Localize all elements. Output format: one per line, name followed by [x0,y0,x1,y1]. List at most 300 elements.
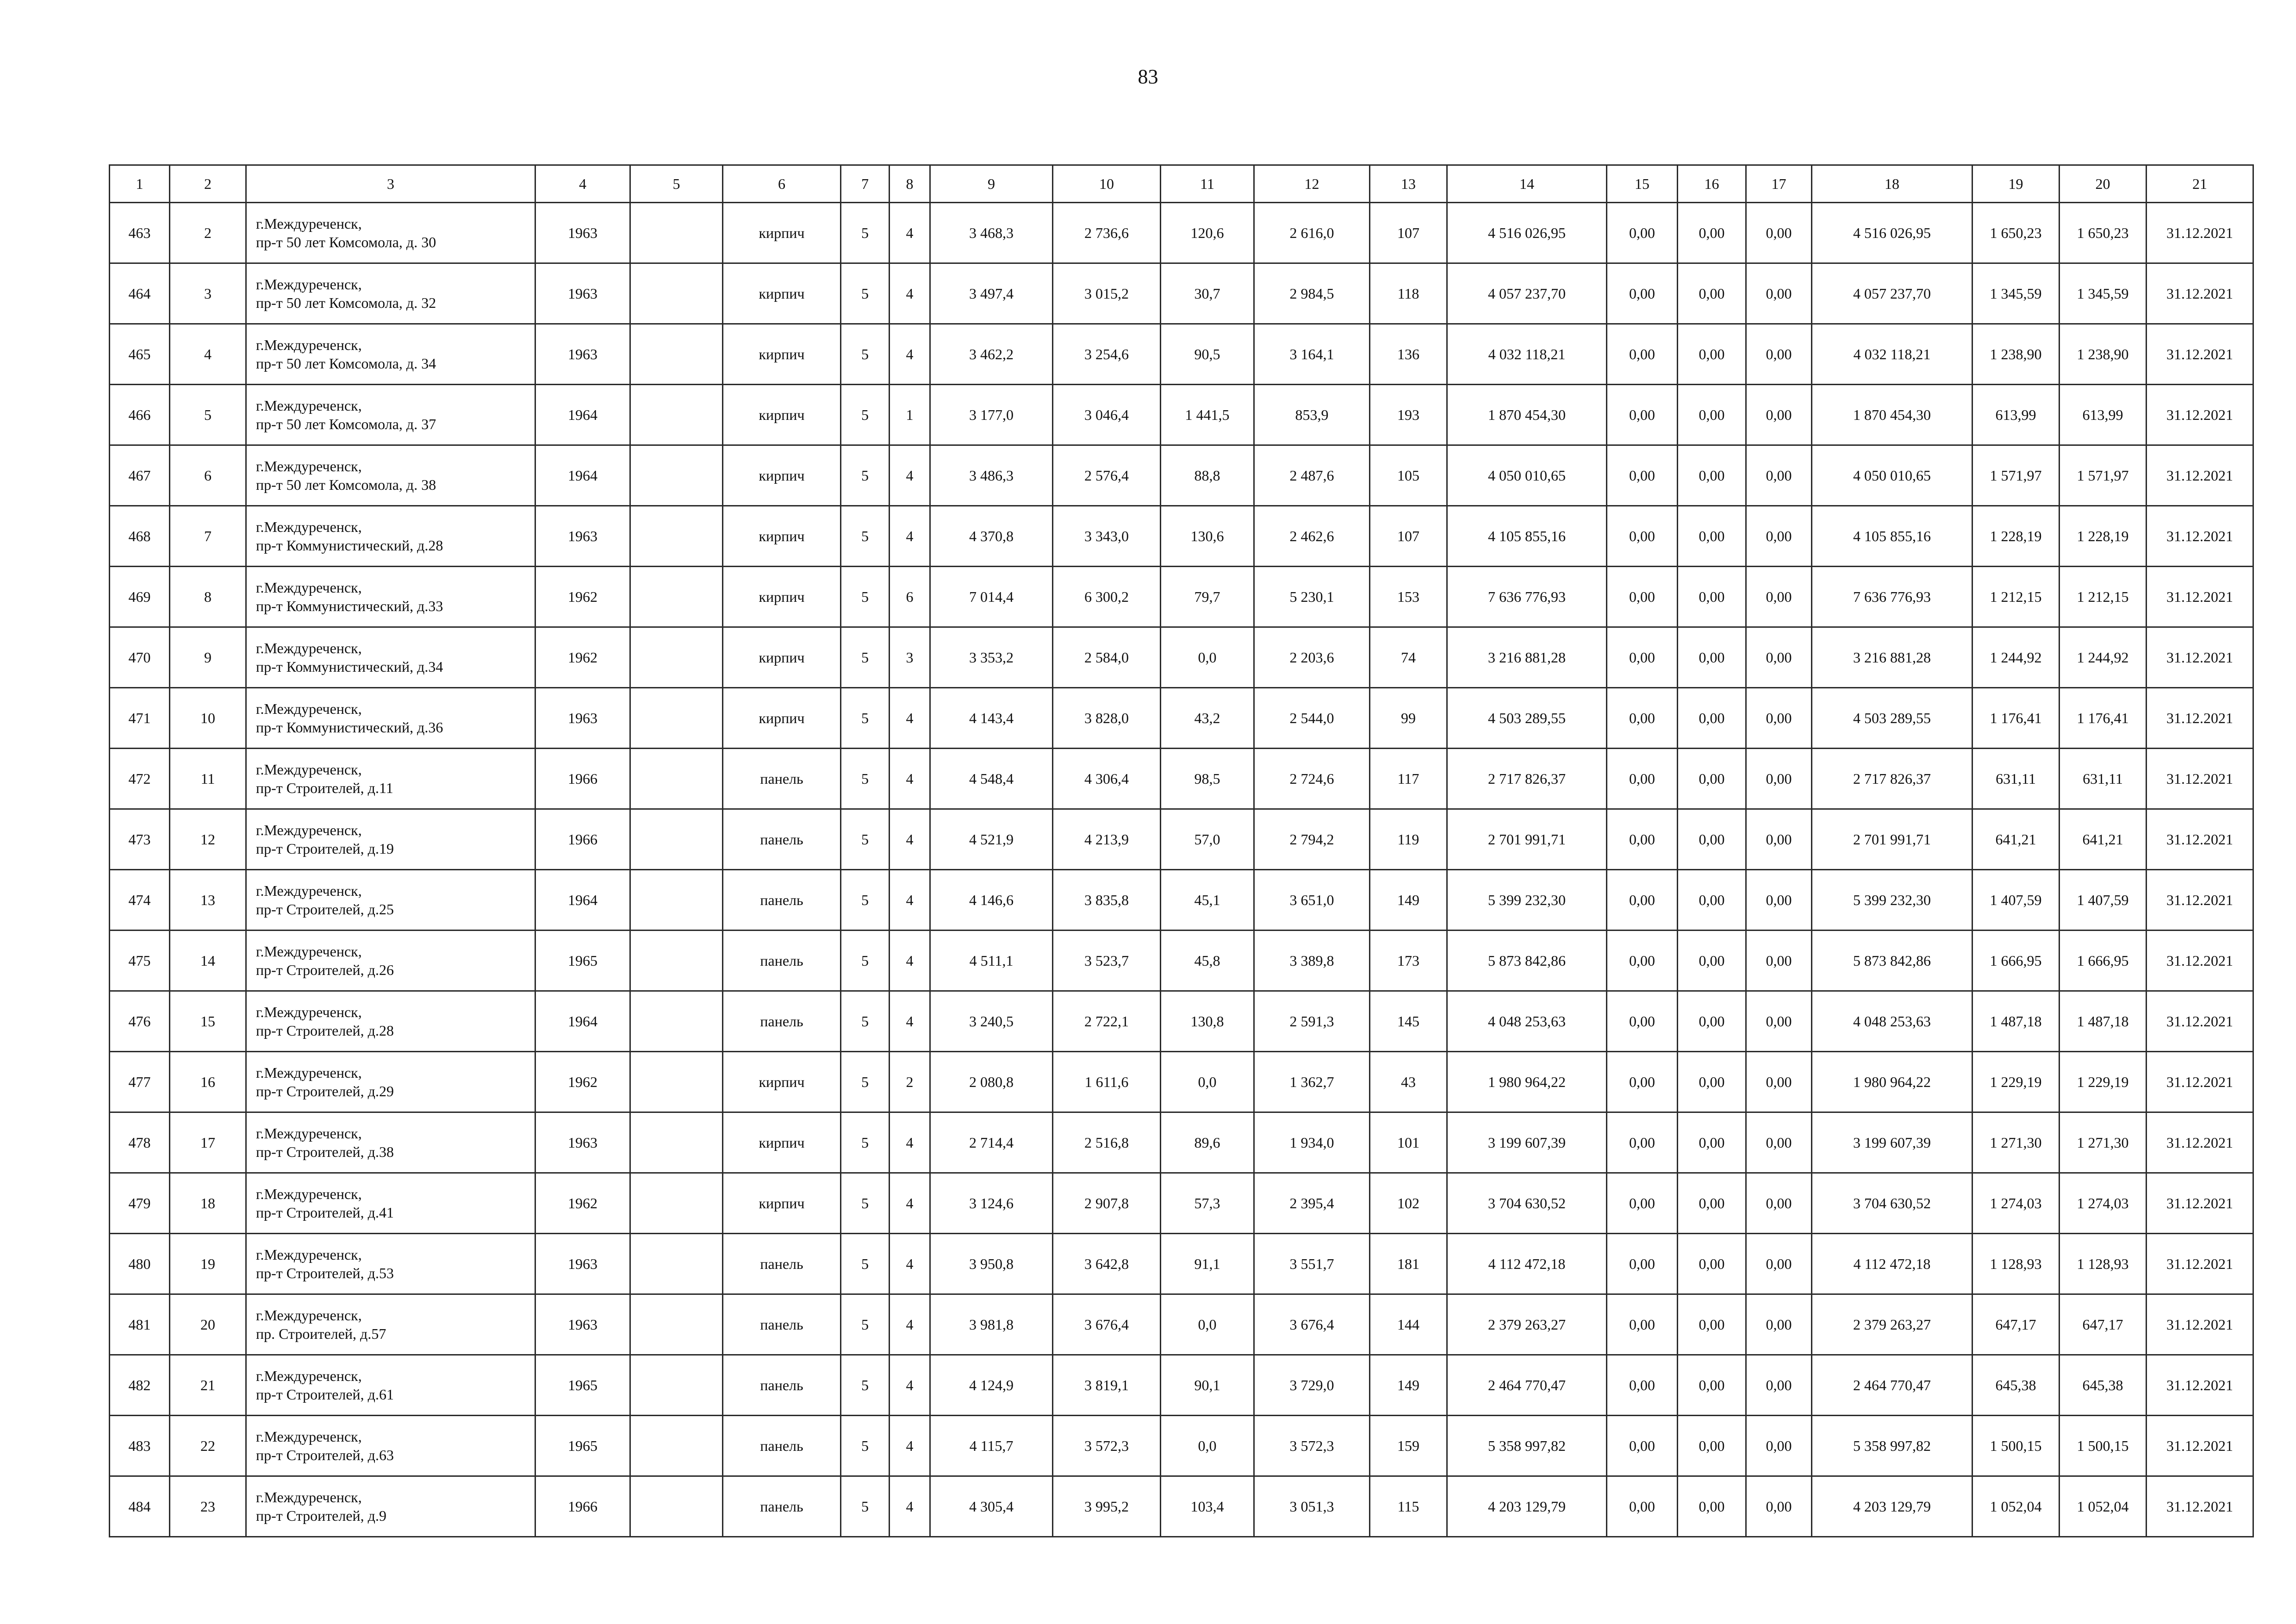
table-row [110,506,2253,567]
table-cell: 0,00 [1607,1416,1678,1476]
table-cell: 4 [170,324,246,385]
table-cell: 0,00 [1746,870,1812,931]
table-cell: 641,21 [1972,809,2060,870]
column-header: 14 [1447,165,1607,203]
table-cell: 115 [1370,1476,1447,1537]
table-cell: кирпич [723,506,841,567]
table-cell: 0,00 [1678,749,1746,809]
table-cell: 98,5 [1161,749,1254,809]
table-cell: 853,9 [1254,385,1370,445]
table-cell: 2 487,6 [1254,445,1370,506]
table-cell: 5 [841,991,890,1052]
table-cell: 3 199 607,39 [1812,1112,1972,1173]
table-cell: 1966 [535,1476,630,1537]
table-cell: 1 441,5 [1161,385,1254,445]
address-line: г.Междуреченск, [256,700,362,717]
table-cell: 0,00 [1746,991,1812,1052]
table-cell: 5 [841,809,890,870]
table-cell: 181 [1370,1234,1447,1294]
address-line: пр-т Строителей, д.28 [256,1022,394,1039]
table-cell: 8 [170,567,246,627]
table-cell: 89,6 [1161,1112,1254,1173]
table-cell: 4 306,4 [1053,749,1161,809]
address-line: пр-т 50 лет Комсомола, д. 37 [256,416,436,432]
table-cell: 0,00 [1678,1112,1746,1173]
table-cell: 4 370,8 [930,506,1053,567]
table-cell: 1 212,15 [2060,567,2147,627]
table-cell [630,870,723,931]
table-cell: 3 981,8 [930,1294,1053,1355]
table-cell: 1 571,97 [2060,445,2147,506]
table-cell: 3 [170,263,246,324]
table-cell: 3 216 881,28 [1812,627,1972,688]
table-cell: 13 [170,870,246,931]
table-row [110,1052,2253,1112]
table-cell: 145 [1370,991,1447,1052]
table-cell: 4 511,1 [930,931,1053,991]
table-cell: 0,00 [1607,324,1678,385]
table-cell: 4 048 253,63 [1447,991,1607,1052]
table-cell: 0,00 [1607,931,1678,991]
table-cell: 463 [110,203,170,263]
table-cell: 470 [110,627,170,688]
table-cell: 3 389,8 [1254,931,1370,991]
table-cell: 1 052,04 [2060,1476,2147,1537]
table-cell: 14 [170,931,246,991]
table-cell: 477 [110,1052,170,1112]
table-cell: 3 497,4 [930,263,1053,324]
address-cell [246,567,535,627]
table-cell: 2 794,2 [1254,809,1370,870]
table-cell: 631,11 [1972,749,2060,809]
table-cell: 0,0 [1161,627,1254,688]
table-cell: 0,00 [1746,749,1812,809]
table-cell: 5 358 997,82 [1447,1416,1607,1476]
table-cell: 0,00 [1746,567,1812,627]
table-cell: 631,11 [2060,749,2147,809]
table-cell: 3 835,8 [1053,870,1161,931]
table-cell: 4 [890,506,930,567]
table-cell: 0,00 [1678,1416,1746,1476]
column-header: 7 [841,165,890,203]
address-line: г.Междуреченск, [256,1489,362,1505]
table-cell: 2 701 991,71 [1447,809,1607,870]
table-cell: 483 [110,1416,170,1476]
table-cell: 2 616,0 [1254,203,1370,263]
table-cell: панель [723,749,841,809]
table-cell: 4 057 237,70 [1447,263,1607,324]
address-line: пр-т Коммунистический, д.36 [256,719,443,736]
table-cell [630,991,723,1052]
table-cell: 1 611,6 [1053,1052,1161,1112]
table-cell: 2 203,6 [1254,627,1370,688]
table-cell [630,324,723,385]
table-cell: 105 [1370,445,1447,506]
table-cell: 4 [890,203,930,263]
table-cell: 1964 [535,385,630,445]
table-cell: 1 934,0 [1254,1112,1370,1173]
table-cell: 5 [841,324,890,385]
table-cell: 4 521,9 [930,809,1053,870]
table-cell: 475 [110,931,170,991]
table-cell: 43,2 [1161,688,1254,749]
table-cell [630,1052,723,1112]
table-cell: 31.12.2021 [2147,1173,2253,1234]
table-cell: 0,00 [1607,1234,1678,1294]
table-cell: 5 399 232,30 [1447,870,1607,931]
table-cell: 4 [890,749,930,809]
table-cell [630,1355,723,1416]
column-header: 13 [1370,165,1447,203]
address-line: г.Междуреченск, [256,943,362,960]
table-cell: 91,1 [1161,1234,1254,1294]
table-cell: кирпич [723,445,841,506]
table-cell: 5 [841,870,890,931]
table-cell: 31.12.2021 [2147,203,2253,263]
table-cell: 0,00 [1746,1294,1812,1355]
table-row [110,1173,2253,1234]
table-cell: 0,00 [1607,1173,1678,1234]
address-line: пр-т Коммунистический, д.33 [256,598,443,614]
table-cell [630,627,723,688]
table-cell: 1964 [535,445,630,506]
table-cell: 159 [1370,1416,1447,1476]
table-cell: 9 [170,627,246,688]
address-cell [246,1052,535,1112]
table-cell: 468 [110,506,170,567]
table-cell: 0,00 [1678,324,1746,385]
column-header: 16 [1678,165,1746,203]
table-cell: 4 057 237,70 [1812,263,1972,324]
table-cell: 0,00 [1607,870,1678,931]
table-cell [630,1112,723,1173]
address-line: г.Междуреченск, [256,1064,362,1081]
column-header: 21 [2147,165,2253,203]
address-line: г.Междуреченск, [256,579,362,596]
table-cell: 1963 [535,1234,630,1294]
table-cell: 5 [841,1476,890,1537]
table-cell: 5 [841,1052,890,1112]
table-cell [630,931,723,991]
table-cell: 0,00 [1678,203,1746,263]
table-cell: 1 407,59 [2060,870,2147,931]
table-cell: 3 486,3 [930,445,1053,506]
table-cell: 0,00 [1746,1173,1812,1234]
table-cell: 0,00 [1746,203,1812,263]
address-cell [246,1416,535,1476]
table-cell: 31.12.2021 [2147,1476,2253,1537]
table-cell: 31.12.2021 [2147,991,2253,1052]
table-cell: 1 274,03 [2060,1173,2147,1234]
table-cell: 3 676,4 [1254,1294,1370,1355]
table-cell: 4 516 026,95 [1447,203,1607,263]
table-cell: 31.12.2021 [2147,506,2253,567]
table-cell: 101 [1370,1112,1447,1173]
table-cell: 149 [1370,870,1447,931]
table-cell [630,809,723,870]
table-cell: 0,00 [1746,1234,1812,1294]
table-cell: 1962 [535,567,630,627]
table-cell: 1 238,90 [2060,324,2147,385]
table-cell: 5 [841,506,890,567]
table-cell: панель [723,1416,841,1476]
table-cell: 5 [841,203,890,263]
table-cell: 1 229,19 [1972,1052,2060,1112]
table-cell: 5 399 232,30 [1812,870,1972,931]
table-cell: 0,00 [1607,445,1678,506]
table-cell: 31.12.2021 [2147,1294,2253,1355]
table-cell: 1965 [535,931,630,991]
table-row [110,1355,2253,1416]
address-line: г.Междуреченск, [256,1004,362,1020]
table-cell: 2 701 991,71 [1812,809,1972,870]
address-line: пр-т Строителей, д.26 [256,962,394,978]
table-cell: 1966 [535,749,630,809]
table-cell: 0,00 [1678,1173,1746,1234]
table-cell: 5 [841,931,890,991]
address-line: г.Междуреченск, [256,1186,362,1202]
table-row [110,870,2253,931]
table-cell: 0,00 [1607,1112,1678,1173]
column-header: 3 [246,165,535,203]
table-cell: 0,00 [1678,688,1746,749]
table-cell: 5 [841,385,890,445]
table-cell: 17 [170,1112,246,1173]
table-cell: 5 [841,749,890,809]
table-cell: панель [723,1476,841,1537]
table-cell: 2 544,0 [1254,688,1370,749]
table-cell: 5 [841,1355,890,1416]
table-cell: 3 950,8 [930,1234,1053,1294]
table-cell: 4 [890,991,930,1052]
table-cell: панель [723,1355,841,1416]
table-cell: 2 516,8 [1053,1112,1161,1173]
table-cell: 1 128,93 [2060,1234,2147,1294]
address-line: пр-т 50 лет Комсомола, д. 38 [256,476,436,493]
table-cell: 136 [1370,324,1447,385]
table-cell: 1964 [535,870,630,931]
address-cell [246,627,535,688]
table-cell: 1 271,30 [1972,1112,2060,1173]
table-cell: 90,1 [1161,1355,1254,1416]
table-cell: 3 015,2 [1053,263,1161,324]
table-cell: 107 [1370,506,1447,567]
table-cell: кирпич [723,324,841,385]
table-cell: 2 591,3 [1254,991,1370,1052]
address-line: г.Междуреченск, [256,397,362,414]
table-cell: 2 714,4 [930,1112,1053,1173]
table-cell: 5 [841,567,890,627]
table-cell: 3 995,2 [1053,1476,1161,1537]
table-cell: 3 199 607,39 [1447,1112,1607,1173]
table-cell: 4 105 855,16 [1812,506,1972,567]
table-cell: 4 503 289,55 [1447,688,1607,749]
table-cell: 31.12.2021 [2147,870,2253,931]
table-cell: кирпич [723,1052,841,1112]
table-cell: 2 [890,1052,930,1112]
address-cell [246,991,535,1052]
table-cell: 3 651,0 [1254,870,1370,931]
table-cell: 1 487,18 [2060,991,2147,1052]
table-cell: 4 [890,1294,930,1355]
table-cell: 31.12.2021 [2147,1416,2253,1476]
table-cell: кирпич [723,1112,841,1173]
table-cell: кирпич [723,263,841,324]
table-cell: 43 [1370,1052,1447,1112]
table-cell: 0,00 [1607,506,1678,567]
table-cell: 31.12.2021 [2147,324,2253,385]
table-cell: 2 717 826,37 [1447,749,1607,809]
table-cell: 4 516 026,95 [1812,203,1972,263]
table-cell: 466 [110,385,170,445]
table-cell: 1 212,15 [1972,567,2060,627]
table-cell: панель [723,931,841,991]
table-cell: 3 572,3 [1254,1416,1370,1476]
table-cell: 0,00 [1607,991,1678,1052]
address-cell [246,931,535,991]
table-cell: 1 244,92 [2060,627,2147,688]
table-cell: 4 [890,931,930,991]
table-cell: 0,0 [1161,1052,1254,1112]
table-cell: 1 487,18 [1972,991,2060,1052]
address-line: г.Междуреченск, [256,518,362,535]
table-cell: 484 [110,1476,170,1537]
table-cell [630,1476,723,1537]
address-line: пр-т Строителей, д.63 [256,1447,394,1463]
column-header: 9 [930,165,1053,203]
table-cell: 1965 [535,1416,630,1476]
address-line: г.Междуреченск, [256,276,362,293]
table-cell: 3 462,2 [930,324,1053,385]
table-cell [630,567,723,627]
table-cell: 10 [170,688,246,749]
column-header: 18 [1812,165,1972,203]
table-cell: 5 [841,688,890,749]
address-line: г.Междуреченск, [256,1368,362,1384]
table-cell: 0,00 [1678,1355,1746,1416]
table-cell: 476 [110,991,170,1052]
table-cell: 5 [841,1234,890,1294]
address-line: г.Междуреченск, [256,1307,362,1324]
column-header: 2 [170,165,246,203]
table-cell: 3 676,4 [1053,1294,1161,1355]
table-cell: 57,3 [1161,1173,1254,1234]
table-cell: 4 548,4 [930,749,1053,809]
table-cell: 4 112 472,18 [1447,1234,1607,1294]
table-cell: 0,00 [1607,809,1678,870]
table-cell: 0,00 [1746,688,1812,749]
table-cell: 4 [890,263,930,324]
address-line: пр-т Строителей, д.41 [256,1204,394,1221]
table-cell: 467 [110,445,170,506]
table-cell: 12 [170,809,246,870]
table-cell: 5 230,1 [1254,567,1370,627]
table-cell: 3 828,0 [1053,688,1161,749]
table-cell: 0,00 [1678,567,1746,627]
table-cell: 474 [110,870,170,931]
table-cell: 5 [841,1173,890,1234]
table-cell: 0,00 [1607,749,1678,809]
table-cell: 0,00 [1607,1294,1678,1355]
address-line: г.Междуреченск, [256,761,362,778]
table-cell: 31.12.2021 [2147,445,2253,506]
table-cell: 102 [1370,1173,1447,1234]
table-cell: 3 704 630,52 [1447,1173,1607,1234]
table-cell: 480 [110,1234,170,1294]
table-cell: 1 274,03 [1972,1173,2060,1234]
table-row [110,263,2253,324]
table-cell: 4 503 289,55 [1812,688,1972,749]
table-cell: 0,00 [1746,1416,1812,1476]
table-cell: 4 112 472,18 [1812,1234,1972,1294]
column-header: 4 [535,165,630,203]
address-cell [246,688,535,749]
table-cell: 0,00 [1678,809,1746,870]
table-cell: 5 [841,263,890,324]
table-cell: 1 128,93 [1972,1234,2060,1294]
table-cell: 4 032 118,21 [1812,324,1972,385]
table-cell: 478 [110,1112,170,1173]
table-cell: 1 228,19 [1972,506,2060,567]
address-cell [246,1234,535,1294]
table-cell: 31.12.2021 [2147,385,2253,445]
table-cell: 0,00 [1678,991,1746,1052]
address-line: г.Междуреченск, [256,1125,362,1142]
address-line: пр-т Строителей, д.19 [256,840,394,857]
table-cell: 31.12.2021 [2147,1112,2253,1173]
table-cell: 4 143,4 [930,688,1053,749]
table-row [110,688,2253,749]
table-cell: 5 358 997,82 [1812,1416,1972,1476]
table-cell: 0,00 [1746,506,1812,567]
table-cell: 4 [890,688,930,749]
address-line: пр-т Коммунистический, д.28 [256,537,443,554]
table-cell: панель [723,1234,841,1294]
table-cell: 1964 [535,991,630,1052]
table-cell: 3 [890,627,930,688]
table-cell: 3 819,1 [1053,1355,1161,1416]
table-cell: 4 050 010,65 [1447,445,1607,506]
table-cell: 31.12.2021 [2147,749,2253,809]
table-cell: 1 571,97 [1972,445,2060,506]
table-cell: 3 124,6 [930,1173,1053,1234]
table-cell: 1 650,23 [1972,203,2060,263]
table-cell: 22 [170,1416,246,1476]
address-cell [246,1476,535,1537]
table-cell: 0,00 [1678,1052,1746,1112]
table-cell: 3 240,5 [930,991,1053,1052]
column-header: 10 [1053,165,1161,203]
table-cell: 4 [890,1234,930,1294]
table-cell: 2 576,4 [1053,445,1161,506]
table-cell: 4 203 129,79 [1812,1476,1972,1537]
table-cell: 4 050 010,65 [1812,445,1972,506]
table-cell: 0,00 [1607,1052,1678,1112]
table-cell: 1 229,19 [2060,1052,2147,1112]
table-cell: 79,7 [1161,567,1254,627]
column-header: 8 [890,165,930,203]
table-cell: 11 [170,749,246,809]
address-cell [246,749,535,809]
table-cell: панель [723,991,841,1052]
table-cell: 31.12.2021 [2147,567,2253,627]
table-cell: 88,8 [1161,445,1254,506]
address-cell [246,870,535,931]
table-cell: 31.12.2021 [2147,627,2253,688]
table-cell: 0,00 [1746,627,1812,688]
table-cell: 0,00 [1607,263,1678,324]
table-cell: 0,00 [1678,1294,1746,1355]
